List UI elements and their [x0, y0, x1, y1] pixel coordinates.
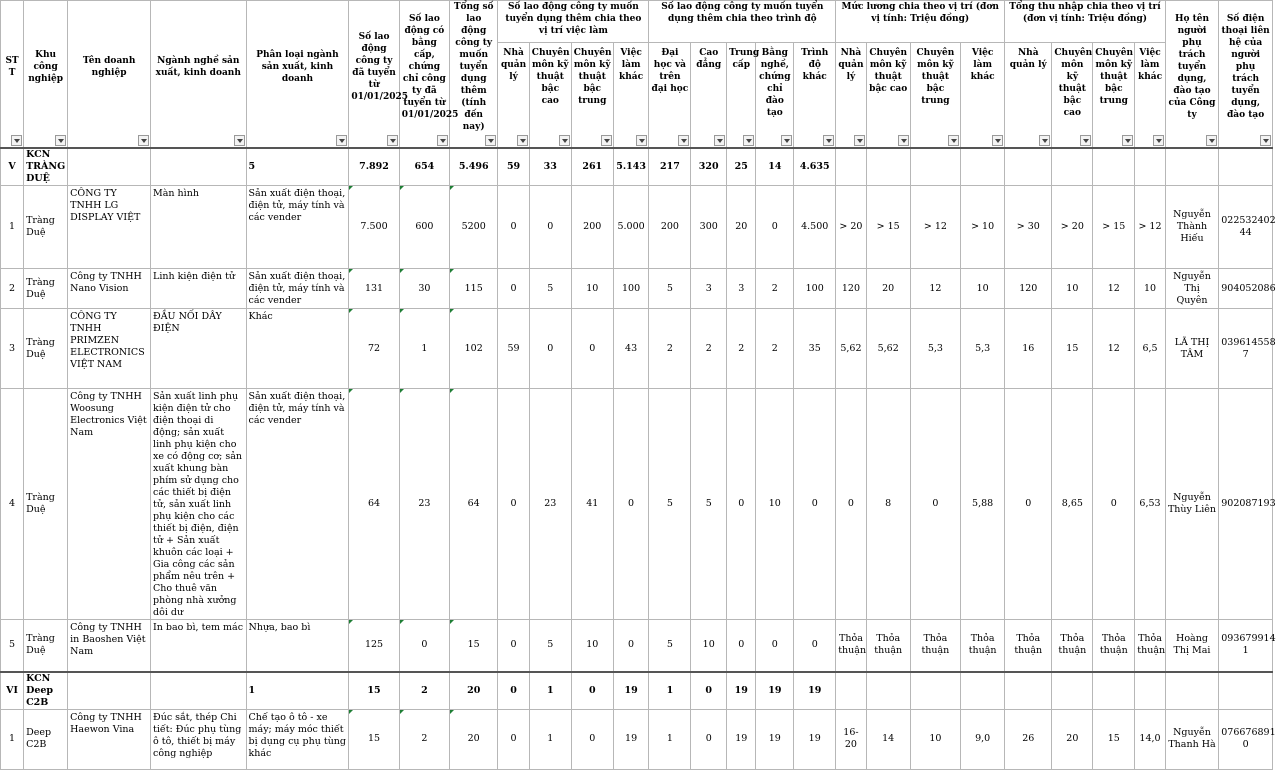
table-row [1, 709, 1273, 769]
table-cell[interactable]: Hoàng Thị Mai [1165, 620, 1219, 672]
table-cell[interactable]: Công ty TNHH Haewon Vina [68, 709, 151, 769]
table-cell[interactable]: 10 [571, 269, 613, 309]
table-cell[interactable]: 2 [399, 672, 449, 710]
table-cell[interactable]: Tràng Duệ [24, 620, 68, 672]
section-row [1, 672, 1273, 710]
table-cell[interactable]: 35 [794, 309, 836, 389]
filter-icon[interactable] [1153, 135, 1164, 146]
table-cell[interactable]: 4 [1, 389, 24, 620]
table-cell[interactable]: 4.500 [794, 186, 836, 269]
table-cell[interactable]: 0 [529, 309, 571, 389]
filter-icon[interactable] [138, 135, 149, 146]
filter-icon[interactable] [387, 135, 398, 146]
table-cell[interactable]: 1 [1, 709, 24, 769]
table-cell[interactable]: 0 [1093, 389, 1135, 620]
table-cell[interactable]: 20 [727, 186, 756, 269]
filter-icon[interactable] [234, 135, 245, 146]
table-cell[interactable]: Sản xuất linh phụ kiện điện tử cho điện thoại di động; sản xuất linh phụ kiện cho xe có động cơ; sản xuất khung bàn phím sử dụng cho các thiết bị điện tử, sản xuất linh phụ kiện cho các thiết bị điện, điện tử + Sản xuất khuôn các loại + Gia công các sản phẩm nêu trên + Cho thuê văn phòng nhà xưởng dôi dư [151, 389, 246, 620]
table-cell[interactable]: 14 [756, 148, 794, 186]
filter-icon[interactable] [781, 135, 792, 146]
table-cell[interactable]: 5 [649, 389, 691, 620]
table-cell[interactable]: 59 [498, 148, 529, 186]
table-cell[interactable]: 0 [613, 620, 649, 672]
table-cell[interactable]: 2 [727, 309, 756, 389]
table-cell[interactable] [1135, 672, 1165, 710]
table-cell[interactable] [1052, 672, 1093, 710]
table-cell[interactable]: Công ty TNHH in Baoshen Việt Nam [68, 620, 151, 672]
table-cell[interactable]: 0 [571, 672, 613, 710]
subheader-luong-0: Nhà quản lý [836, 43, 866, 148]
table-cell[interactable]: 3 [727, 269, 756, 309]
table-cell[interactable]: ĐẦU NỐI DÂY ĐIỆN [151, 309, 246, 389]
table-cell[interactable]: 19 [794, 709, 836, 769]
table-cell[interactable]: 0 [571, 309, 613, 389]
subheader-thunhap-3: Việc làm khác [1135, 43, 1165, 148]
subheader-luong-2: Chuyên môn kỹ thuật bậc trung [910, 43, 960, 148]
table-cell[interactable]: CÔNG TY TNHH LG DISPLAY VIỆT [68, 186, 151, 269]
table-cell[interactable]: Thỏa thuận [1093, 620, 1135, 672]
table-cell[interactable]: 0 [756, 186, 794, 269]
header-sld-bc: Số lao động có bằng cấp, chứng chỉ công ty đã tuyển từ 01/01/2025 [399, 1, 449, 149]
section-row [1, 148, 1273, 186]
subheader-luong-3: Việc làm khác [961, 43, 1005, 148]
table-cell[interactable]: 0 [910, 389, 960, 620]
table-cell[interactable]: 5 [1, 620, 24, 672]
table-cell[interactable]: 8,65 [1052, 389, 1093, 620]
table-cell[interactable] [1052, 148, 1093, 186]
table-cell[interactable]: 26 [1005, 709, 1052, 769]
table-cell[interactable]: > 20 [836, 186, 866, 269]
table-cell[interactable]: 19 [794, 672, 836, 710]
table-cell[interactable]: 1 [1, 186, 24, 269]
table-cell[interactable]: Tràng Duệ [24, 389, 68, 620]
table-cell[interactable]: 10 [691, 620, 727, 672]
subheader-trinhdo-0: Đại học và trên đại học [649, 43, 691, 148]
table-cell[interactable]: > 20 [1052, 186, 1093, 269]
header-hoten: Họ tên người phụ trách tuyển dụng, đào tạo của Công ty [1165, 1, 1219, 149]
table-row [1, 620, 1273, 672]
filter-icon[interactable] [678, 135, 689, 146]
table-cell[interactable]: 0 [571, 709, 613, 769]
table-cell[interactable]: 0 [691, 672, 727, 710]
table-cell[interactable]: 15 [349, 672, 399, 710]
table-cell[interactable] [1005, 672, 1052, 710]
table-cell[interactable]: 2 [756, 269, 794, 309]
table-cell[interactable] [1093, 672, 1135, 710]
table-cell[interactable]: 64 [450, 389, 498, 620]
header-nganh: Ngành nghề sản xuất, kinh doanh [151, 1, 246, 149]
header-ten: Tên doanh nghiệp [68, 1, 151, 149]
filter-icon[interactable] [636, 135, 647, 146]
table-cell[interactable]: > 15 [866, 186, 910, 269]
table-cell[interactable] [1005, 148, 1052, 186]
table-cell[interactable] [151, 148, 246, 186]
table-cell[interactable]: Nguyễn Thành Hiếu [1165, 186, 1219, 269]
table-cell[interactable]: Thỏa thuận [836, 620, 866, 672]
table-cell[interactable]: > 12 [1135, 186, 1165, 269]
table-cell[interactable]: 10 [756, 389, 794, 620]
table-cell[interactable] [68, 148, 151, 186]
table-cell[interactable]: Đúc sắt, thép Chi tiết: Đúc phụ tùng ô tô, thiết bị máy công nghiệp [151, 709, 246, 769]
table-cell[interactable]: 0 [399, 620, 449, 672]
table-cell[interactable]: 20 [866, 269, 910, 309]
table-cell[interactable]: 5,3 [961, 309, 1005, 389]
table-cell[interactable]: 120 [1005, 269, 1052, 309]
table-cell[interactable]: 5.143 [613, 148, 649, 186]
table-cell[interactable]: 16 [1005, 309, 1052, 389]
table-cell[interactable]: 43 [613, 309, 649, 389]
table-cell[interactable]: 8 [866, 389, 910, 620]
table-cell[interactable]: 41 [571, 389, 613, 620]
table-cell[interactable]: 093679914 1 [1219, 620, 1273, 672]
table-row [1, 269, 1273, 309]
header-sld: Số lao động công ty đã tuyển từ 01/01/2025 [349, 1, 399, 149]
table-cell[interactable]: 7.500 [349, 186, 399, 269]
table-cell[interactable]: 23 [399, 389, 449, 620]
header-group-luong: Mức lương chia theo vị trí (đơn vị tính: Triệu đồng) [836, 1, 1005, 43]
table-cell[interactable] [1165, 148, 1219, 186]
table-cell[interactable]: Tràng Duệ [24, 309, 68, 389]
table-cell[interactable]: 0 [1005, 389, 1052, 620]
table-cell[interactable] [1165, 672, 1219, 710]
table-cell[interactable]: 33 [529, 148, 571, 186]
filter-icon[interactable] [11, 135, 22, 146]
header-group-vitri: Số lao động công ty muốn tuyển dụng thêm chia theo vị trí việc làm [498, 1, 649, 43]
table-cell[interactable]: 20 [1052, 709, 1093, 769]
table-cell[interactable]: 5,3 [910, 309, 960, 389]
table-row [1, 186, 1273, 269]
table-cell[interactable]: 72 [349, 309, 399, 389]
filter-icon[interactable] [55, 135, 66, 146]
table-cell[interactable]: 3 [1, 309, 24, 389]
table-cell[interactable]: 19 [727, 709, 756, 769]
table-cell[interactable]: 12 [1093, 309, 1135, 389]
subheader-thunhap-2: Chuyên môn kỹ thuật bậc trung [1093, 43, 1135, 148]
table-cell[interactable]: VI [1, 672, 24, 710]
table-cell[interactable]: Màn hình [151, 186, 246, 269]
filter-icon[interactable] [743, 135, 754, 146]
table-cell[interactable]: 1 [649, 709, 691, 769]
table-cell[interactable]: Sản xuất điện thoại, điện tử, máy tính và các vender [246, 186, 349, 269]
table-cell[interactable]: 0 [727, 620, 756, 672]
table-cell[interactable]: 1 [246, 672, 349, 710]
subheader-vitri-2: Chuyên môn kỹ thuật bậc trung [571, 43, 613, 148]
table-cell[interactable]: > 15 [1093, 186, 1135, 269]
table-cell[interactable]: Linh kiện điện tử [151, 269, 246, 309]
table-cell[interactable]: Công ty TNHH Woosung Electronics Việt Nam [68, 389, 151, 620]
table-cell[interactable]: 200 [649, 186, 691, 269]
table-cell[interactable]: 12 [1093, 269, 1135, 309]
table-cell[interactable]: 5,62 [866, 309, 910, 389]
table-cell[interactable]: 0 [498, 672, 529, 710]
table-cell[interactable]: 100 [613, 269, 649, 309]
filter-icon[interactable] [336, 135, 347, 146]
table-cell[interactable] [910, 672, 960, 710]
table-cell[interactable]: KCN TRÀNG DUỆ [24, 148, 68, 186]
subheader-trinhdo-4: Trình độ khác [794, 43, 836, 148]
table-cell[interactable]: Khác [246, 309, 349, 389]
table-cell[interactable]: 076676891 0 [1219, 709, 1273, 769]
table-cell[interactable]: 0 [529, 186, 571, 269]
table-cell[interactable]: 102 [450, 309, 498, 389]
table-cell[interactable]: 0 [498, 389, 529, 620]
subheader-thunhap-1: Chuyên môn kỹ thuật bậc cao [1052, 43, 1093, 148]
filter-icon[interactable] [1206, 135, 1217, 146]
table-cell[interactable]: 15 [450, 620, 498, 672]
table-cell[interactable]: 300 [691, 186, 727, 269]
table-cell[interactable]: 125 [349, 620, 399, 672]
table-cell[interactable]: 0 [756, 620, 794, 672]
table-cell[interactable]: 131 [349, 269, 399, 309]
filter-icon[interactable] [854, 135, 865, 146]
table-cell[interactable]: 5200 [450, 186, 498, 269]
table-cell[interactable]: 1 [529, 709, 571, 769]
header-stt: ST T [1, 1, 24, 149]
filter-icon[interactable] [823, 135, 834, 146]
table-cell[interactable]: 0 [613, 389, 649, 620]
table-cell[interactable]: 1 [649, 672, 691, 710]
table-cell[interactable]: 1 [399, 309, 449, 389]
table-cell[interactable]: 59 [498, 309, 529, 389]
filter-icon[interactable] [948, 135, 959, 146]
table-cell[interactable]: 12 [910, 269, 960, 309]
subheader-trinhdo-2: Trung cấp [727, 43, 756, 148]
table-cell[interactable]: 10 [961, 269, 1005, 309]
table-cell[interactable]: 19 [756, 709, 794, 769]
table-cell[interactable]: 19 [727, 672, 756, 710]
table-cell[interactable]: 5 [529, 269, 571, 309]
table-cell[interactable]: Sản xuất điện thoại, điện tử, máy tính và các vender [246, 269, 349, 309]
table-cell[interactable]: 0 [794, 389, 836, 620]
table-cell[interactable]: > 30 [1005, 186, 1052, 269]
table-cell[interactable]: Chế tạo ô tô - xe máy; máy móc thiết bị dụng cụ phụ tùng khác [246, 709, 349, 769]
table-cell[interactable]: 5,88 [961, 389, 1005, 620]
table-cell[interactable]: 5 [649, 620, 691, 672]
filter-icon[interactable] [517, 135, 528, 146]
table-cell[interactable] [1219, 148, 1273, 186]
table-cell[interactable]: 15 [1093, 709, 1135, 769]
table-cell[interactable]: 217 [649, 148, 691, 186]
table-cell[interactable]: Nhựa, bao bì [246, 620, 349, 672]
table-cell[interactable]: 5,62 [836, 309, 866, 389]
header-group-trinhdo: Số lao động công ty muốn tuyển dụng thêm chia theo trình độ [649, 1, 836, 43]
subheader-vitri-0: Nhà quản lý [498, 43, 529, 148]
table-cell[interactable]: 3 [691, 269, 727, 309]
table-cell[interactable]: 5 [649, 269, 691, 309]
table-cell[interactable]: 0 [794, 620, 836, 672]
table-cell[interactable]: 200 [571, 186, 613, 269]
table-cell[interactable]: 2 [649, 309, 691, 389]
table-cell[interactable]: 2 [1, 269, 24, 309]
table-cell[interactable]: 5 [246, 148, 349, 186]
table-cell[interactable]: 9,0 [961, 709, 1005, 769]
table-cell[interactable]: CÔNG TY TNHH PRIMZEN ELECTRONICS VIỆT NAM [68, 309, 151, 389]
table-cell[interactable]: LÃ THỊ TÂM [1165, 309, 1219, 389]
table-cell[interactable]: 115 [450, 269, 498, 309]
table-cell[interactable]: 0 [836, 389, 866, 620]
table-cell[interactable] [1135, 148, 1165, 186]
filter-icon[interactable] [714, 135, 725, 146]
table-cell[interactable] [1093, 148, 1135, 186]
table-cell[interactable]: 039614558 7 [1219, 309, 1273, 389]
table-cell[interactable]: 022532402 44 [1219, 186, 1273, 269]
table-cell[interactable]: Deep C2B [24, 709, 68, 769]
table-cell[interactable]: 0 [498, 620, 529, 672]
table-cell[interactable] [836, 148, 866, 186]
table-cell[interactable]: Thỏa thuận [866, 620, 910, 672]
table-cell[interactable]: 16-20 [836, 709, 866, 769]
table-cell[interactable]: Nguyễn Thùy Liên [1165, 389, 1219, 620]
table-cell[interactable]: 654 [399, 148, 449, 186]
table-cell[interactable]: 2 [399, 709, 449, 769]
header-group-thunhap: Tổng thu nhập chia theo vị trí (đơn vị tính: Triệu đồng) [1005, 1, 1166, 43]
table-cell[interactable] [836, 672, 866, 710]
subheader-vitri-1: Chuyên môn kỹ thuật bậc cao [529, 43, 571, 148]
table-cell[interactable]: 19 [613, 709, 649, 769]
table-row [1, 309, 1273, 389]
table-cell[interactable]: 20 [450, 672, 498, 710]
subheader-vitri-3: Việc làm khác [613, 43, 649, 148]
table-cell[interactable]: 0 [498, 186, 529, 269]
table-cell[interactable]: 14 [866, 709, 910, 769]
table-cell[interactable]: 15 [1052, 309, 1093, 389]
table-cell[interactable]: 64 [349, 389, 399, 620]
table-cell[interactable]: Thỏa thuận [1135, 620, 1165, 672]
table-cell[interactable]: 5.496 [450, 148, 498, 186]
subheader-trinhdo-1: Cao đẳng [691, 43, 727, 148]
filter-icon[interactable] [485, 135, 496, 146]
table-cell[interactable]: 10 [910, 709, 960, 769]
table-cell[interactable]: 19 [756, 672, 794, 710]
table-cell[interactable]: Thỏa thuận [910, 620, 960, 672]
table-cell[interactable]: KCN Deep C2B [24, 672, 68, 710]
subheader-thunhap-0: Nhà quản lý [1005, 43, 1052, 148]
filter-icon[interactable] [1122, 135, 1133, 146]
filter-icon[interactable] [992, 135, 1003, 146]
table-cell[interactable]: 7.892 [349, 148, 399, 186]
table-row [1, 389, 1273, 620]
table-cell[interactable] [961, 148, 1005, 186]
table-cell[interactable]: Tràng Duệ [24, 186, 68, 269]
table-cell[interactable]: 10 [1052, 269, 1093, 309]
subheader-trinhdo-3: Bằng nghề, chứng chỉ đào tạo [756, 43, 794, 148]
table-cell[interactable]: 5 [691, 389, 727, 620]
table-cell[interactable]: 1 [529, 672, 571, 710]
table-cell[interactable]: 0 [691, 709, 727, 769]
table-cell[interactable]: 5 [529, 620, 571, 672]
header-tong: Tổng số lao động công ty muốn tuyển dụng thêm (tính đến nay) [450, 1, 498, 149]
table-cell[interactable] [151, 672, 246, 710]
table-cell[interactable]: Thỏa thuận [1052, 620, 1093, 672]
table-cell[interactable]: 0 [498, 709, 529, 769]
table-cell[interactable]: 0 [727, 389, 756, 620]
filter-icon[interactable] [601, 135, 612, 146]
table-cell[interactable]: 120 [836, 269, 866, 309]
table-cell[interactable]: 5.000 [613, 186, 649, 269]
table-cell[interactable]: 904052086 [1219, 269, 1273, 309]
table-cell[interactable]: 10 [1135, 269, 1165, 309]
table-cell[interactable]: 14,0 [1135, 709, 1165, 769]
filter-icon[interactable] [437, 135, 448, 146]
table-cell[interactable]: Nguyễn Thị Quyên [1165, 269, 1219, 309]
table-cell[interactable] [68, 672, 151, 710]
table-cell[interactable]: 25 [727, 148, 756, 186]
table-cell[interactable]: In bao bì, tem mác [151, 620, 246, 672]
table-cell[interactable]: 6,53 [1135, 389, 1165, 620]
table-cell[interactable]: 6,5 [1135, 309, 1165, 389]
table-cell[interactable]: > 12 [910, 186, 960, 269]
table-cell[interactable] [866, 148, 910, 186]
table-cell[interactable]: 0 [498, 269, 529, 309]
table-cell[interactable]: 902087193 [1219, 389, 1273, 620]
filter-icon[interactable] [1260, 135, 1271, 146]
table-cell[interactable] [866, 672, 910, 710]
table-cell[interactable]: 4.635 [794, 148, 836, 186]
table-cell[interactable]: V [1, 148, 24, 186]
table-cell[interactable] [910, 148, 960, 186]
table-cell[interactable]: 23 [529, 389, 571, 620]
table-cell[interactable]: 320 [691, 148, 727, 186]
table-cell[interactable] [1219, 672, 1273, 710]
table-cell[interactable]: 100 [794, 269, 836, 309]
filter-icon[interactable] [898, 135, 909, 146]
table-cell[interactable]: Tràng Duệ [24, 269, 68, 309]
table-cell[interactable]: 261 [571, 148, 613, 186]
filter-icon[interactable] [1039, 135, 1050, 146]
header-khu: Khu công nghiệp [24, 1, 68, 149]
table-cell[interactable]: 2 [691, 309, 727, 389]
filter-icon[interactable] [1080, 135, 1091, 146]
table-cell[interactable]: 600 [399, 186, 449, 269]
table-cell[interactable]: 15 [349, 709, 399, 769]
header-sdt: Số điện thoại liên hệ của người phụ trách tuyển dụng, đào tạo [1219, 1, 1273, 149]
header-phanloai: Phân loại ngành sản xuất, kinh doanh [246, 1, 349, 149]
table-cell[interactable]: Thỏa thuận [961, 620, 1005, 672]
table-cell[interactable]: 20 [450, 709, 498, 769]
table-cell[interactable]: Sản xuất điện thoại, điện tử, máy tính và các vender [246, 389, 349, 620]
table-cell[interactable]: 30 [399, 269, 449, 309]
table-cell[interactable]: 10 [571, 620, 613, 672]
table-cell[interactable] [961, 672, 1005, 710]
table-cell[interactable]: Thỏa thuận [1005, 620, 1052, 672]
table-cell[interactable]: Nguyễn Thanh Hà [1165, 709, 1219, 769]
filter-icon[interactable] [559, 135, 570, 146]
subheader-luong-1: Chuyên môn kỹ thuật bậc cao [866, 43, 910, 148]
table-cell[interactable]: 2 [756, 309, 794, 389]
table-cell[interactable]: Công ty TNHH Nano Vision [68, 269, 151, 309]
table-cell[interactable]: 19 [613, 672, 649, 710]
table-cell[interactable]: > 10 [961, 186, 1005, 269]
